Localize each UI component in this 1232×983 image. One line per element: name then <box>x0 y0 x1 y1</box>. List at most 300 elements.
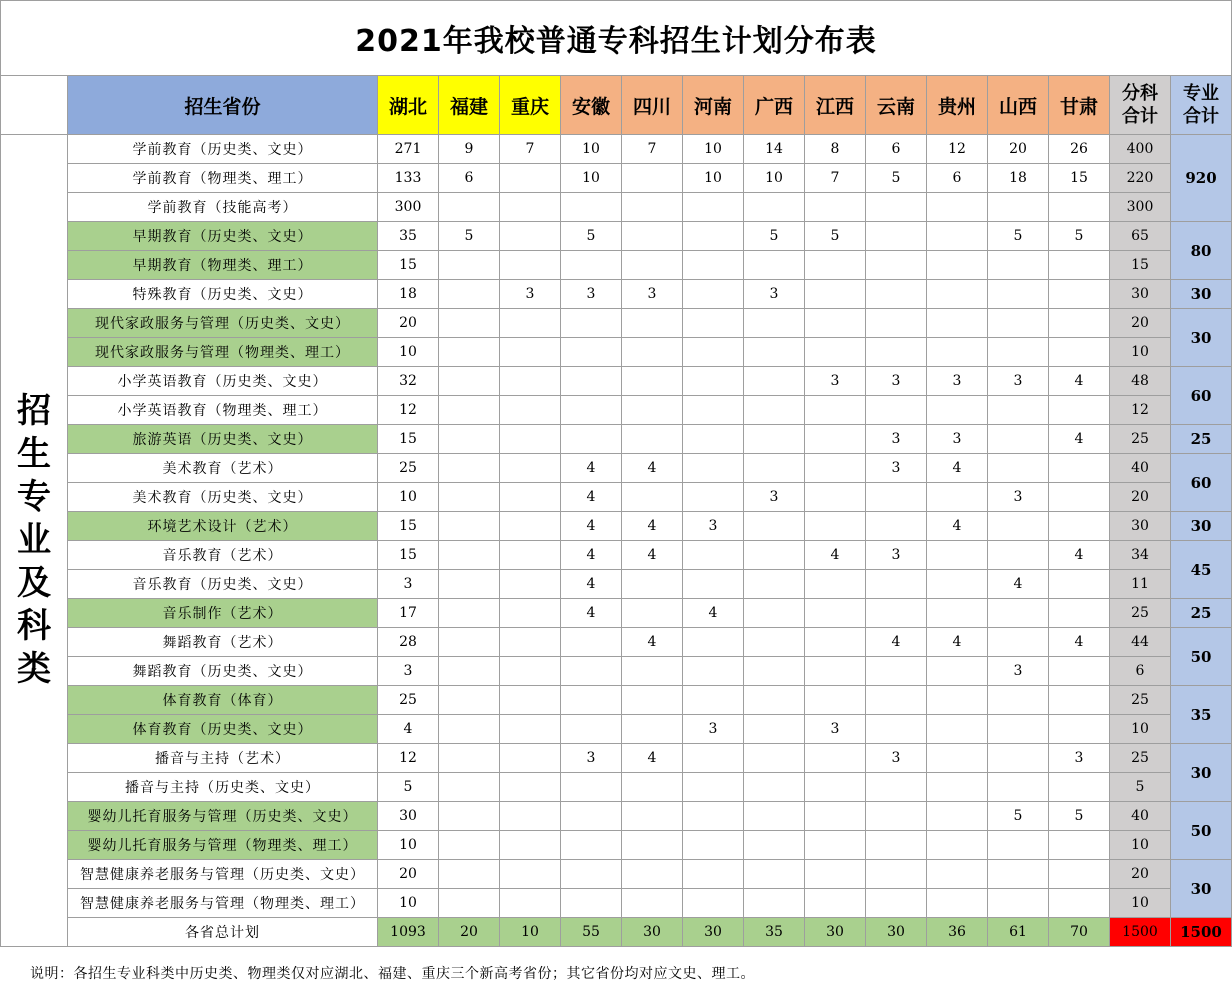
quota-cell <box>622 425 683 454</box>
quota-cell <box>866 222 927 251</box>
quota-cell <box>988 744 1049 773</box>
quota-cell: 3 <box>1049 744 1110 773</box>
major-name: 婴幼儿托育服务与管理（历史类、文史） <box>68 802 378 831</box>
quota-cell <box>805 570 866 599</box>
major-name: 播音与主持（艺术） <box>68 744 378 773</box>
subtotal-cell: 48 <box>1110 367 1171 396</box>
major-name: 环境艺术设计（艺术） <box>68 512 378 541</box>
quota-cell <box>622 396 683 425</box>
quota-cell: 10 <box>378 889 439 918</box>
side-label-char: 及 <box>17 563 51 603</box>
table-row <box>1 338 1232 367</box>
table-row <box>1 483 1232 512</box>
quota-cell <box>805 309 866 338</box>
quota-cell <box>439 193 500 222</box>
quota-cell <box>866 831 927 860</box>
major-total-cell: 80 <box>1171 222 1232 280</box>
subtotal-cell: 11 <box>1110 570 1171 599</box>
quota-cell <box>561 309 622 338</box>
quota-cell <box>805 628 866 657</box>
major-name: 早期教育（历史类、文史） <box>68 222 378 251</box>
major-total-cell: 60 <box>1171 367 1232 425</box>
quota-cell <box>500 831 561 860</box>
major-total-cell: 30 <box>1171 744 1232 802</box>
quota-cell: 26 <box>1049 135 1110 164</box>
quota-cell <box>866 338 927 367</box>
quota-cell <box>988 715 1049 744</box>
subtotal-cell: 34 <box>1110 541 1171 570</box>
quota-cell <box>561 802 622 831</box>
quota-cell: 10 <box>561 164 622 193</box>
quota-cell <box>500 686 561 715</box>
major-name: 体育教育（历史类、文史） <box>68 715 378 744</box>
quota-cell <box>866 280 927 309</box>
quota-cell <box>622 831 683 860</box>
quota-cell <box>500 715 561 744</box>
major-name: 美术教育（历史类、文史） <box>68 483 378 512</box>
quota-cell <box>500 860 561 889</box>
quota-cell: 10 <box>378 338 439 367</box>
quota-cell: 5 <box>988 802 1049 831</box>
quota-cell: 5 <box>561 222 622 251</box>
quota-cell: 7 <box>500 135 561 164</box>
major-name: 现代家政服务与管理（历史类、文史） <box>68 309 378 338</box>
quota-cell <box>927 541 988 570</box>
quota-cell: 9 <box>439 135 500 164</box>
quota-cell <box>622 367 683 396</box>
subtotal-cell: 25 <box>1110 425 1171 454</box>
table-row <box>1 715 1232 744</box>
table-row <box>1 599 1232 628</box>
quota-cell: 4 <box>561 570 622 599</box>
quota-cell <box>744 425 805 454</box>
quota-cell <box>805 280 866 309</box>
quota-cell <box>622 686 683 715</box>
quota-cell: 3 <box>744 483 805 512</box>
quota-cell <box>500 483 561 512</box>
enrollment-plan-table <box>0 75 1232 947</box>
province-total-cell: 35 <box>744 918 805 947</box>
quota-cell: 10 <box>378 483 439 512</box>
page-title: 2021年我校普通专科招生计划分布表 <box>0 0 1232 75</box>
quota-cell <box>622 570 683 599</box>
quota-cell <box>866 802 927 831</box>
quota-cell <box>561 367 622 396</box>
quota-cell <box>744 367 805 396</box>
quota-cell <box>866 599 927 628</box>
quota-cell <box>866 309 927 338</box>
quota-cell: 4 <box>927 628 988 657</box>
quota-cell <box>683 628 744 657</box>
table-row <box>1 454 1232 483</box>
subtotal-cell: 20 <box>1110 309 1171 338</box>
quota-cell <box>866 860 927 889</box>
subtotal-cell: 10 <box>1110 338 1171 367</box>
quota-cell: 3 <box>988 367 1049 396</box>
quota-cell <box>500 512 561 541</box>
quota-cell: 5 <box>378 773 439 802</box>
quota-cell <box>500 773 561 802</box>
table-row <box>1 425 1232 454</box>
quota-cell <box>744 715 805 744</box>
quota-cell: 3 <box>988 483 1049 512</box>
quota-cell: 4 <box>561 541 622 570</box>
quota-cell <box>561 425 622 454</box>
quota-cell <box>988 512 1049 541</box>
quota-cell <box>683 454 744 483</box>
table-row <box>1 222 1232 251</box>
quota-cell <box>439 889 500 918</box>
major-name: 早期教育（物理类、理工） <box>68 251 378 280</box>
province-header: 重庆 <box>500 76 561 135</box>
quota-cell <box>988 251 1049 280</box>
quota-cell <box>439 599 500 628</box>
quota-cell <box>927 686 988 715</box>
quota-cell <box>439 831 500 860</box>
quota-cell <box>1049 889 1110 918</box>
side-label-char: 业 <box>17 520 51 560</box>
subtotal-cell: 30 <box>1110 512 1171 541</box>
quota-cell: 4 <box>1049 541 1110 570</box>
quota-cell: 15 <box>378 251 439 280</box>
quota-cell <box>927 802 988 831</box>
quota-cell <box>1049 773 1110 802</box>
quota-cell <box>744 396 805 425</box>
quota-cell: 5 <box>744 222 805 251</box>
quota-cell <box>1049 338 1110 367</box>
quota-cell <box>500 599 561 628</box>
quota-cell <box>988 280 1049 309</box>
quota-cell <box>439 280 500 309</box>
quota-cell <box>622 164 683 193</box>
major-name: 舞蹈教育（艺术） <box>68 628 378 657</box>
table-row <box>1 831 1232 860</box>
quota-cell <box>988 541 1049 570</box>
side-label <box>1 135 68 947</box>
quota-cell <box>744 512 805 541</box>
subtotal-cell: 65 <box>1110 222 1171 251</box>
quota-cell <box>500 309 561 338</box>
quota-cell <box>500 889 561 918</box>
quota-cell <box>683 541 744 570</box>
quota-cell <box>988 338 1049 367</box>
quota-cell: 10 <box>683 135 744 164</box>
province-total-cell: 20 <box>439 918 500 947</box>
major-total-cell: 920 <box>1171 135 1232 222</box>
quota-cell <box>561 773 622 802</box>
table-row <box>1 251 1232 280</box>
quota-cell <box>805 454 866 483</box>
quota-cell <box>622 193 683 222</box>
table-row <box>1 744 1232 773</box>
quota-cell <box>439 628 500 657</box>
quota-cell <box>622 715 683 744</box>
major-name: 小学英语教育（物理类、理工） <box>68 396 378 425</box>
quota-cell <box>744 541 805 570</box>
subtotal-cell: 44 <box>1110 628 1171 657</box>
major-total-header <box>1171 76 1232 135</box>
quota-cell: 18 <box>378 280 439 309</box>
major-name: 舞蹈教育（历史类、文史） <box>68 657 378 686</box>
quota-cell <box>439 686 500 715</box>
side-label-char: 类 <box>17 649 51 689</box>
quota-cell <box>744 628 805 657</box>
quota-cell: 3 <box>683 715 744 744</box>
quota-cell: 15 <box>378 512 439 541</box>
quota-cell <box>561 715 622 744</box>
quota-cell: 17 <box>378 599 439 628</box>
subtotal-grand-cell: 1500 <box>1110 918 1171 947</box>
quota-cell <box>500 744 561 773</box>
quota-cell <box>622 773 683 802</box>
quota-cell <box>927 657 988 686</box>
table-row <box>1 570 1232 599</box>
subtotal-cell: 40 <box>1110 454 1171 483</box>
major-total-cell: 30 <box>1171 860 1232 918</box>
quota-cell: 32 <box>378 367 439 396</box>
quota-cell: 20 <box>378 860 439 889</box>
quota-cell <box>927 222 988 251</box>
quota-cell <box>1049 251 1110 280</box>
quota-cell <box>683 338 744 367</box>
subtotal-cell: 5 <box>1110 773 1171 802</box>
quota-cell <box>500 657 561 686</box>
quota-cell <box>1049 193 1110 222</box>
province-header: 广西 <box>744 76 805 135</box>
quota-cell <box>744 657 805 686</box>
province-total-cell: 30 <box>622 918 683 947</box>
quota-cell: 10 <box>561 135 622 164</box>
quota-cell: 3 <box>988 657 1049 686</box>
quota-cell <box>683 396 744 425</box>
quota-cell <box>805 889 866 918</box>
province-total-cell: 30 <box>866 918 927 947</box>
quota-cell: 271 <box>378 135 439 164</box>
quota-cell: 4 <box>622 744 683 773</box>
quota-cell <box>744 570 805 599</box>
header-row <box>1 76 1232 135</box>
quota-cell <box>439 251 500 280</box>
quota-cell <box>439 338 500 367</box>
quota-cell <box>988 860 1049 889</box>
quota-cell <box>439 715 500 744</box>
quota-cell <box>683 280 744 309</box>
quota-cell: 4 <box>805 541 866 570</box>
major-total-header-line: 专业 <box>1183 83 1219 104</box>
major-name: 学前教育（技能高考） <box>68 193 378 222</box>
quota-cell <box>744 860 805 889</box>
subtotal-header-line: 分科 <box>1122 83 1158 104</box>
quota-cell <box>805 251 866 280</box>
quota-cell: 25 <box>378 686 439 715</box>
quota-cell <box>866 251 927 280</box>
quota-cell: 5 <box>866 164 927 193</box>
quota-cell: 3 <box>378 570 439 599</box>
major-name: 智慧健康养老服务与管理（物理类、理工） <box>68 889 378 918</box>
quota-cell <box>439 802 500 831</box>
quota-cell: 5 <box>805 222 866 251</box>
quota-cell <box>744 889 805 918</box>
quota-cell: 30 <box>378 802 439 831</box>
major-name: 小学英语教育（历史类、文史） <box>68 367 378 396</box>
table-row <box>1 628 1232 657</box>
quota-cell: 7 <box>622 135 683 164</box>
quota-cell: 3 <box>866 454 927 483</box>
quota-cell <box>1049 715 1110 744</box>
quota-cell <box>683 425 744 454</box>
quota-cell <box>439 570 500 599</box>
side-label-char: 专 <box>17 477 51 517</box>
province-header: 山西 <box>988 76 1049 135</box>
quota-cell <box>988 628 1049 657</box>
quota-cell <box>927 715 988 744</box>
quota-cell <box>622 309 683 338</box>
quota-cell <box>1049 396 1110 425</box>
quota-cell <box>683 483 744 512</box>
province-total-cell: 10 <box>500 918 561 947</box>
quota-cell <box>927 599 988 628</box>
quota-cell: 15 <box>1049 164 1110 193</box>
subtotal-cell: 40 <box>1110 802 1171 831</box>
quota-cell <box>988 686 1049 715</box>
quota-cell <box>927 251 988 280</box>
subtotal-cell: 220 <box>1110 164 1171 193</box>
quota-cell: 25 <box>378 454 439 483</box>
quota-cell <box>927 396 988 425</box>
quota-cell <box>561 860 622 889</box>
quota-cell <box>744 251 805 280</box>
quota-cell: 3 <box>866 744 927 773</box>
quota-cell <box>500 628 561 657</box>
quota-cell <box>805 425 866 454</box>
quota-cell: 3 <box>927 425 988 454</box>
table-row <box>1 889 1232 918</box>
quota-cell: 5 <box>1049 802 1110 831</box>
quota-cell: 10 <box>378 831 439 860</box>
subtotal-cell: 300 <box>1110 193 1171 222</box>
quota-cell <box>988 193 1049 222</box>
table-row <box>1 280 1232 309</box>
quota-cell <box>927 338 988 367</box>
quota-cell <box>805 599 866 628</box>
quota-cell <box>988 599 1049 628</box>
quota-cell <box>927 280 988 309</box>
quota-cell: 4 <box>378 715 439 744</box>
table-row <box>1 367 1232 396</box>
quota-cell <box>561 338 622 367</box>
quota-cell <box>866 686 927 715</box>
quota-cell: 15 <box>378 541 439 570</box>
quota-cell <box>500 454 561 483</box>
quota-cell <box>500 367 561 396</box>
quota-cell <box>561 686 622 715</box>
quota-cell: 3 <box>500 280 561 309</box>
quota-cell <box>805 744 866 773</box>
quota-cell <box>500 222 561 251</box>
subtotal-cell: 30 <box>1110 280 1171 309</box>
quota-cell <box>805 483 866 512</box>
quota-cell: 4 <box>622 628 683 657</box>
quota-cell <box>683 802 744 831</box>
major-name: 音乐制作（艺术） <box>68 599 378 628</box>
quota-cell <box>805 831 866 860</box>
quota-cell <box>744 193 805 222</box>
quota-cell <box>683 686 744 715</box>
quota-cell <box>500 541 561 570</box>
quota-cell: 3 <box>866 541 927 570</box>
quota-cell: 6 <box>439 164 500 193</box>
province-header: 湖北 <box>378 76 439 135</box>
quota-cell <box>500 396 561 425</box>
table-row <box>1 396 1232 425</box>
table-row <box>1 686 1232 715</box>
quota-cell <box>1049 860 1110 889</box>
quota-cell <box>805 686 866 715</box>
quota-cell <box>439 425 500 454</box>
quota-cell <box>866 193 927 222</box>
quota-cell <box>805 396 866 425</box>
quota-cell <box>622 599 683 628</box>
quota-cell: 12 <box>378 396 439 425</box>
quota-cell <box>683 367 744 396</box>
major-name: 现代家政服务与管理（物理类、理工） <box>68 338 378 367</box>
major-total-cell: 30 <box>1171 309 1232 367</box>
quota-cell <box>866 396 927 425</box>
quota-cell <box>561 831 622 860</box>
quota-cell <box>805 657 866 686</box>
quota-cell <box>500 251 561 280</box>
subtotal-header <box>1110 76 1171 135</box>
table-row <box>1 657 1232 686</box>
total-row <box>1 918 1232 947</box>
major-name: 特殊教育（历史类、文史） <box>68 280 378 309</box>
quota-cell <box>866 512 927 541</box>
province-total-cell: 70 <box>1049 918 1110 947</box>
quota-cell <box>683 889 744 918</box>
quota-cell <box>866 889 927 918</box>
table-row <box>1 512 1232 541</box>
major-name: 智慧健康养老服务与管理（历史类、文史） <box>68 860 378 889</box>
quota-cell <box>1049 570 1110 599</box>
quota-cell <box>439 541 500 570</box>
footnote: 说明：各招生专业科类中历史类、物理类仅对应湖北、福建、重庆三个新高考省份；其它省份均对应文史、理工。 <box>30 966 755 982</box>
quota-cell <box>683 222 744 251</box>
quota-cell: 133 <box>378 164 439 193</box>
province-label-header: 招生省份 <box>68 76 378 135</box>
quota-cell <box>805 802 866 831</box>
quota-cell <box>1049 483 1110 512</box>
quota-cell <box>988 309 1049 338</box>
major-total-cell: 50 <box>1171 628 1232 686</box>
quota-cell <box>439 396 500 425</box>
quota-cell: 3 <box>561 280 622 309</box>
major-name: 音乐教育（艺术） <box>68 541 378 570</box>
quota-cell <box>866 483 927 512</box>
quota-cell <box>683 657 744 686</box>
quota-cell <box>927 483 988 512</box>
quota-cell <box>744 744 805 773</box>
quota-cell <box>439 367 500 396</box>
quota-cell: 12 <box>927 135 988 164</box>
quota-cell: 5 <box>1049 222 1110 251</box>
quota-cell <box>744 686 805 715</box>
quota-cell <box>927 860 988 889</box>
quota-cell <box>683 744 744 773</box>
quota-cell <box>866 715 927 744</box>
quota-cell <box>744 773 805 802</box>
table-row <box>1 135 1232 164</box>
quota-cell: 4 <box>561 599 622 628</box>
